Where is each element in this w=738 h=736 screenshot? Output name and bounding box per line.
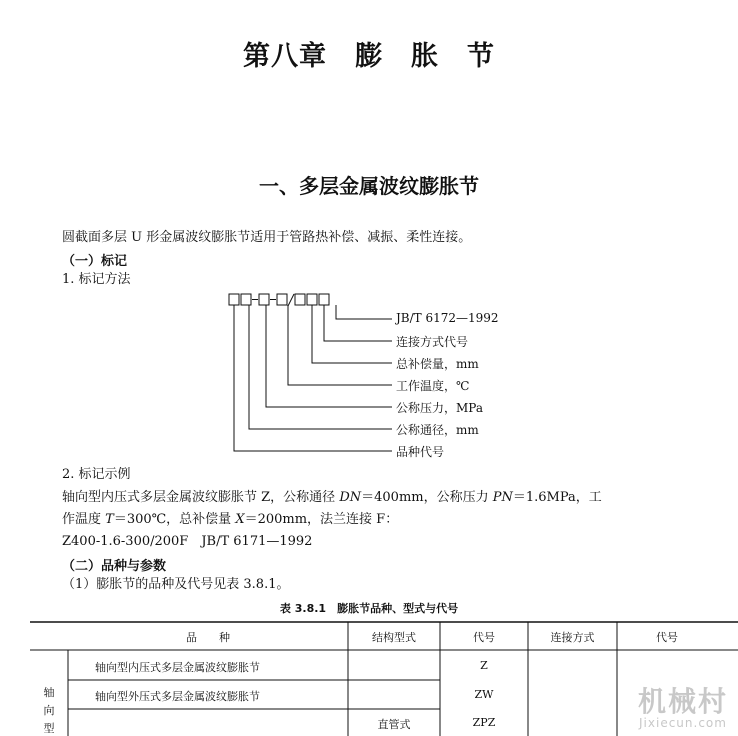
section-title: 一、多层金属波纹膨胀节 (259, 174, 479, 198)
label-nominal-diameter: 公称通径，mm (396, 423, 479, 437)
example-line-2: 作温度 T＝300℃，总补偿量 X＝200mm，法兰连接 F： (62, 512, 399, 527)
table-group-label-char: 型 (43, 722, 55, 735)
varieties-note: （1）膨胀节的品种及代号见表 3.8.1。 (62, 577, 290, 592)
watermark-logo (638, 680, 728, 730)
table-header-connection-code: 代号 (656, 631, 678, 644)
label-nominal-pressure: 公称压力，MPa (396, 401, 483, 415)
table-header-structure: 结构型式 (372, 631, 416, 644)
table-group-label-char: 向 (43, 704, 55, 717)
example-line-1: 轴向型内压式多层金属波纹膨胀节 Z，公称通径 DN＝400mm，公称压力 PN＝1.6MPa，工 (62, 490, 602, 505)
intro-paragraph: 圆截面多层 U 形金属波纹膨胀节适用于管路热补偿、减振、柔性连接。 (62, 230, 472, 245)
table-header-connection: 连接方式 (550, 631, 595, 644)
watermark-main: 机械村 (637, 685, 728, 718)
marking-heading: （一）标记 (62, 254, 128, 269)
table-row-code: Z (480, 659, 488, 672)
varieties-heading: （二）品种与参数 (62, 559, 167, 574)
watermark-sub: Jixiecun.com (639, 716, 727, 730)
table-group-label-char: 轴 (43, 686, 55, 699)
label-total-compensation: 总补偿量，mm (396, 357, 479, 371)
label-variety-code: 品种代号 (396, 445, 445, 459)
table-header-code: 代号 (473, 631, 495, 644)
table-row-code: ZW (474, 688, 494, 701)
example-code: Z400-1.6-300/200F JB/T 6171—1992 (62, 534, 313, 549)
table-row-name: 轴向型外压式多层金属波纹膨胀节 (95, 690, 260, 703)
table-row-name: 轴向型内压式多层金属波纹膨胀节 (95, 661, 260, 674)
label-connection-code: 连接方式代号 (396, 335, 469, 349)
table-header-variety: 品 种 (186, 631, 230, 644)
chapter-title: 第八章 膨 胀 节 (243, 41, 495, 72)
table-row-code: ZPZ (472, 716, 496, 729)
marking-example-heading: 2. 标记示例 (62, 467, 131, 482)
table-structure-value: 直管式 (377, 718, 411, 731)
marking-method-heading: 1. 标记方法 (62, 272, 131, 287)
table-caption: 表 3.8.1 膨胀节品种、型式与代号 (279, 602, 459, 615)
label-working-temperature: 工作温度，℃ (396, 379, 470, 393)
label-standard: JB/T 6172—1992 (396, 311, 499, 325)
